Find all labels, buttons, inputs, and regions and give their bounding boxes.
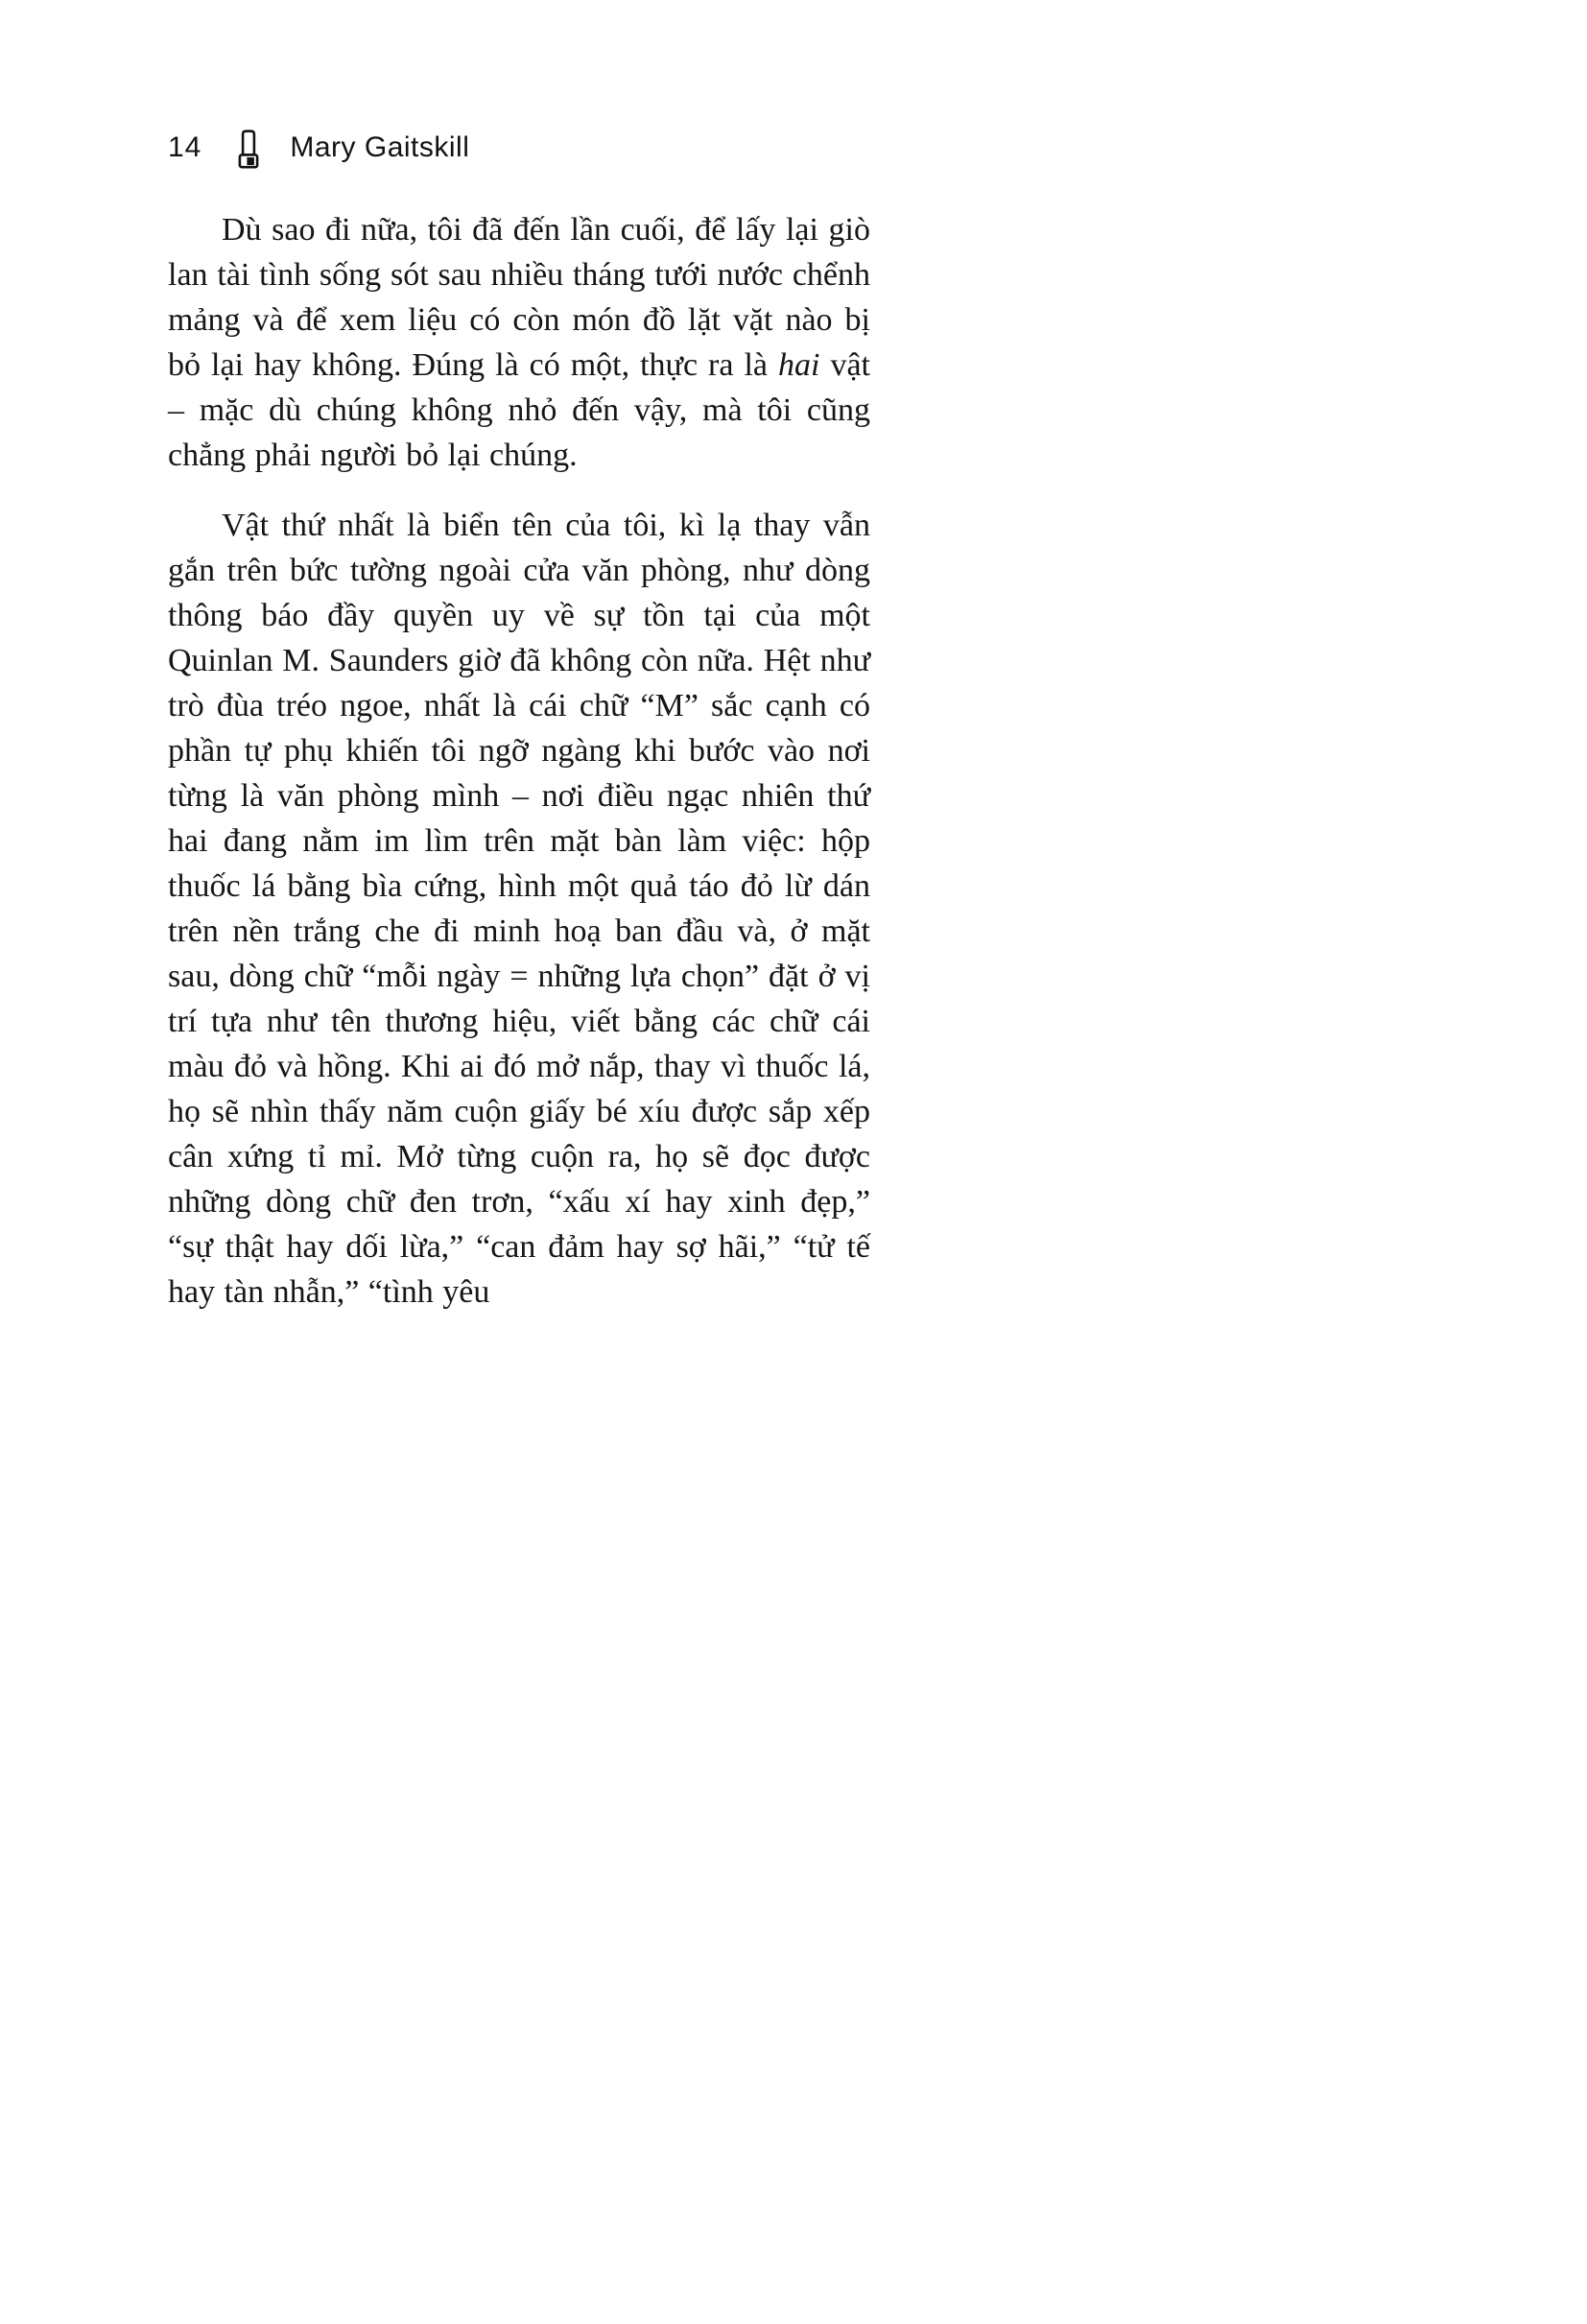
author-name: Mary Gaitskill [290, 131, 470, 163]
paragraph-1-text-end: vật – mặc dù chúng không nhỏ đến vậy, mà tôi cũng chẳng phải người bỏ lại chúng. [168, 347, 870, 473]
page-header [168, 127, 469, 169]
page-body [168, 207, 870, 1315]
paragraph-1-text-start: Dù sao đi nữa, tôi đã đến lần cuối, để lấy lại giò lan tài tình sống sót sau nhiều tháng tưới nước chểnh mảng và để xem liệu có còn món đồ lặt vặt nào bị bỏ lại hay không. Đúng là có một, thực ra là [168, 212, 870, 383]
lipstick-icon [234, 129, 263, 171]
paragraph-1-italic-word: hai [778, 347, 820, 383]
page-number: 14 [168, 131, 202, 163]
paragraph-1 [168, 207, 870, 478]
paragraph-2: Vật thứ nhất là biển tên của tôi, kì lạ thay vẫn gắn trên bức tường ngoài cửa văn phòng, như dòng thông báo đầy quyền uy về sự tồn tại của một Quinlan M. Saunders giờ đã không còn nữa. Hệt như trò đùa tréo ngoe, nhất là cái chữ “M” sắc cạnh có phần tự phụ khiến tôi ngỡ ngàng khi bước vào nơi từng là văn phòng mình – nơi điều ngạc nhiên thứ hai đang nằm im lìm trên mặt bàn làm việc: hộp thuốc lá bằng bìa cứng, hình một quả táo đỏ lừ dán trên nền trắng che đi minh hoạ ban đầu và, ở mặt sau, dòng chữ “mỗi ngày = những lựa chọn” đặt ở vị trí tựa như tên thương hiệu, viết bằng các chữ cái màu đỏ và hồng. Khi ai đó mở nắp, thay vì thuốc lá, họ sẽ nhìn thấy năm cuộn giấy bé xíu được sắp xếp cân xứng tỉ mỉ. Mở từng cuộn ra, họ sẽ đọc được những dòng chữ đen trơn, “xấu xí hay xinh đẹp,” “sự thật hay dối lừa,” “can đảm hay sợ hãi,” “tử tế hay tàn nhẫn,” “tình yêu [168, 508, 870, 1310]
